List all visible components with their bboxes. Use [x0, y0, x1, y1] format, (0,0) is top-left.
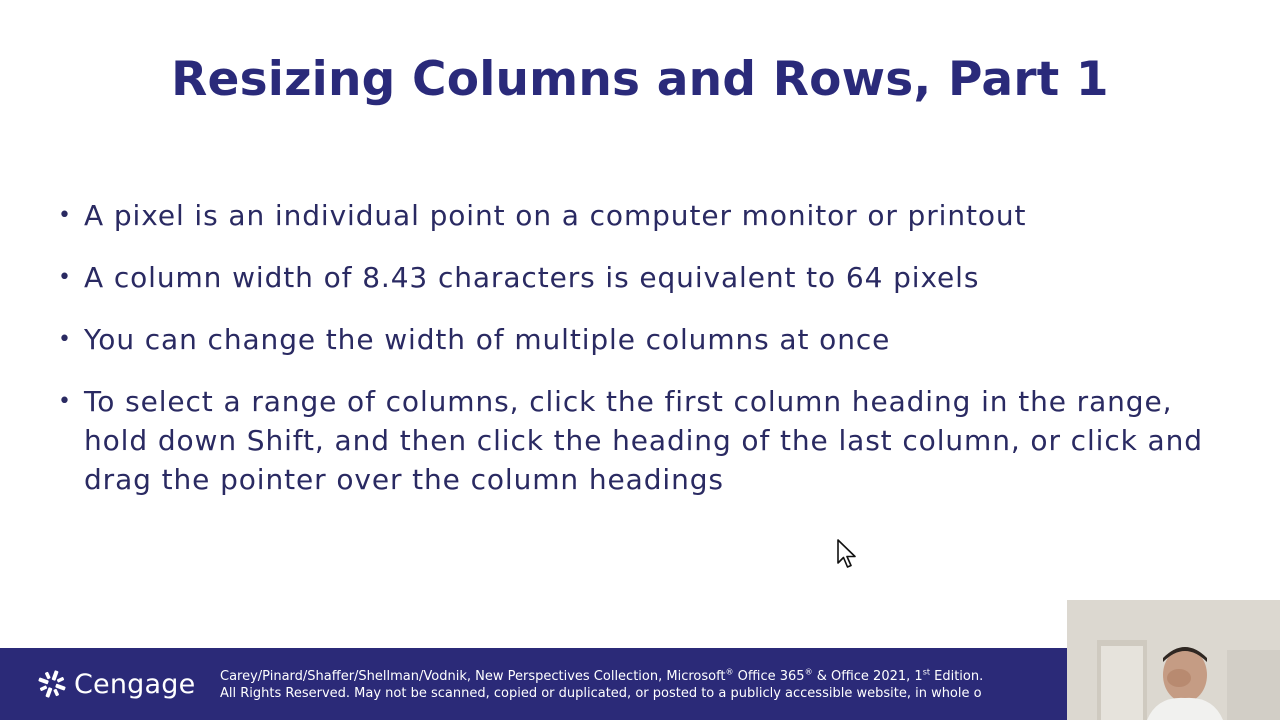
webcam-overlay	[1067, 600, 1280, 720]
citation-text: & Office 2021, 1	[812, 669, 923, 684]
bullet-text: A pixel is an individual point on a computer monitor or printout	[84, 199, 1027, 232]
rights-line: All Rights Reserved. May not be scanned, copied or duplicated, or posted to a publicly accessible website, in whole o	[220, 686, 982, 701]
copyright-notice	[220, 668, 1070, 702]
bullet-list	[58, 196, 1208, 522]
mouse-pointer-icon	[836, 539, 858, 569]
bullet-item	[58, 196, 1208, 235]
bullet-dot-icon: •	[58, 265, 72, 290]
bullet-item	[58, 258, 1208, 297]
bullet-item	[58, 320, 1208, 359]
citation-text: Edition.	[930, 669, 984, 684]
brand-name: Cengage	[74, 668, 196, 700]
citation-text: Carey/Pinard/Shaffer/Shellman/Vodnik, New Perspectives Collection, Microsoft	[220, 669, 726, 684]
cengage-logo	[36, 664, 195, 704]
bullet-item	[58, 382, 1208, 499]
citation-line	[220, 668, 1070, 685]
webcam-person-image	[1067, 600, 1280, 720]
bullet-dot-icon: •	[58, 203, 72, 228]
bullet-dot-icon: •	[58, 327, 72, 352]
registered-mark: ®	[725, 668, 734, 677]
bullet-dot-icon: •	[58, 389, 72, 414]
citation-text: Office 365	[733, 669, 805, 684]
bullet-text: A column width of 8.43 characters is equivalent to 64 pixels	[84, 261, 980, 294]
slide-title: Resizing Columns and Rows, Part 1	[171, 52, 1109, 107]
bullet-text: You can change the width of multiple columns at once	[84, 323, 891, 356]
bullet-text: To select a range of columns, click the first column heading in the range, hold down Shift, and then click the heading of the last column, or click and drag the pointer over the column headings	[84, 385, 1203, 496]
cengage-logo-mark-icon	[36, 668, 68, 700]
ordinal-suffix: st	[922, 668, 930, 677]
registered-mark: ®	[804, 668, 813, 677]
